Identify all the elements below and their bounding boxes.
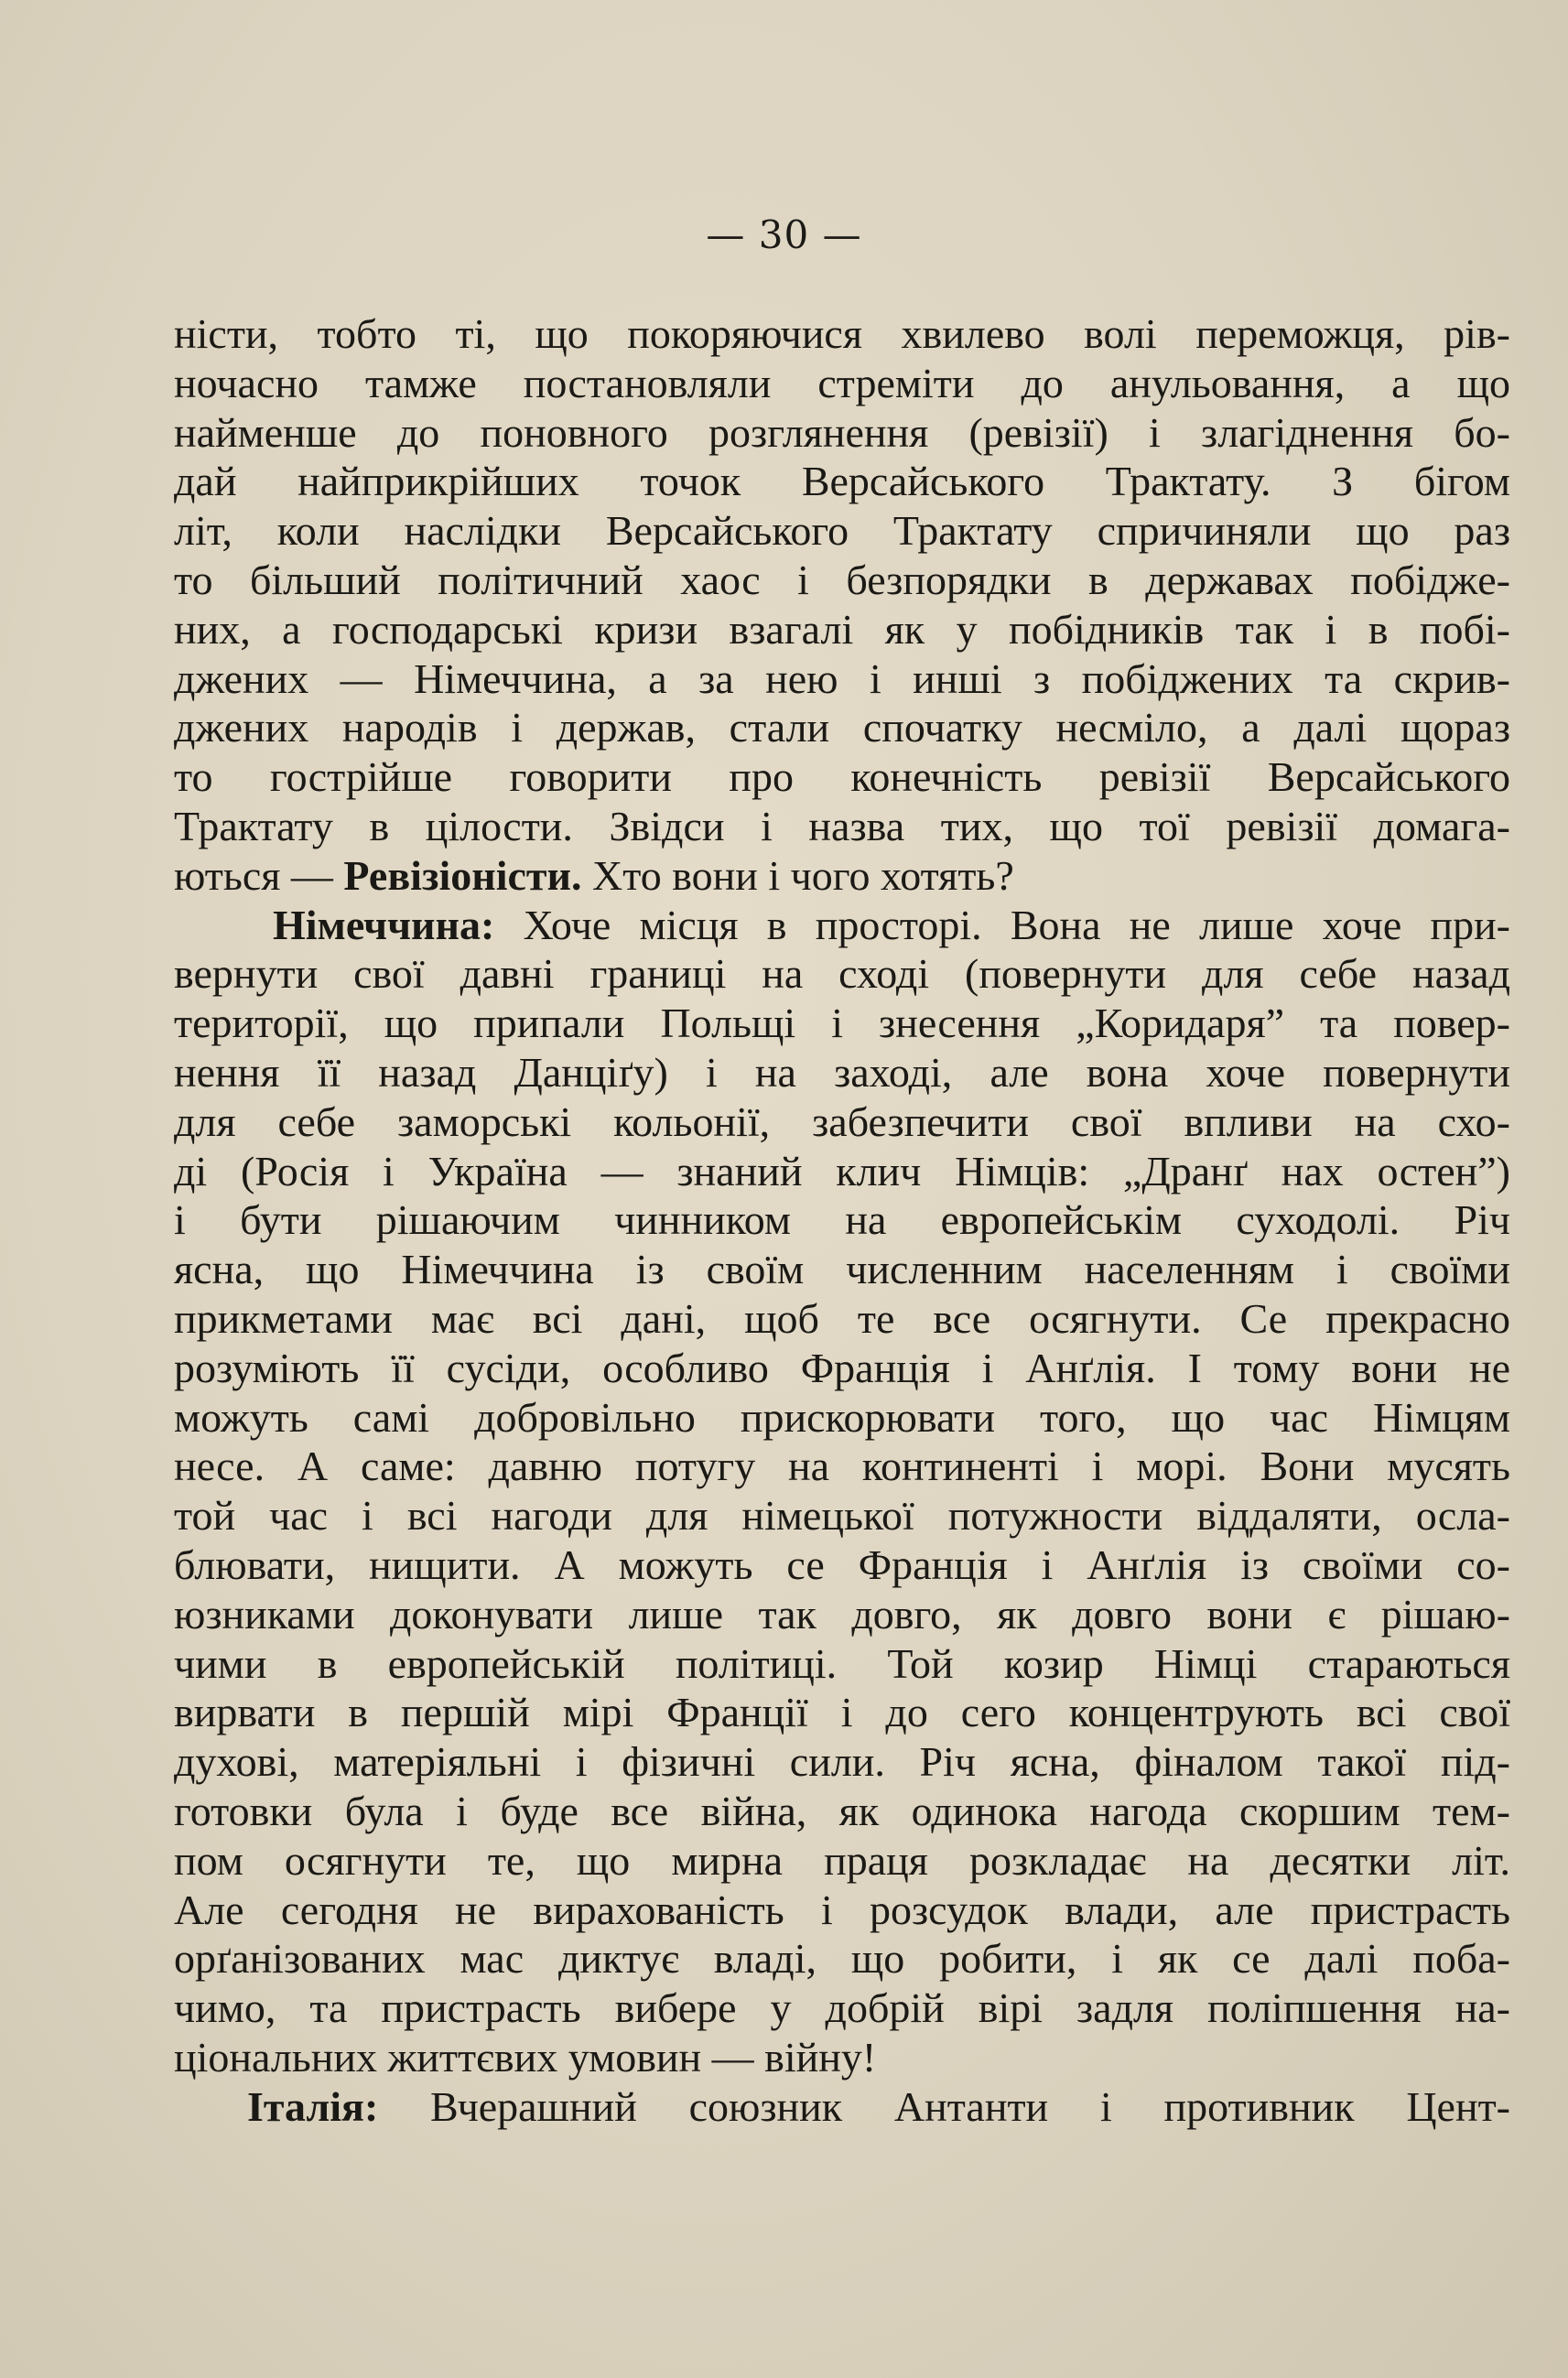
- text-line: ясна, що Німеччина із своїм численним населенням і своїми: [174, 1246, 1510, 1293]
- text-line: літ, коли наслідки Версайського Трактату спричиняли що раз: [174, 507, 1510, 555]
- text-line: території, що припали Польщі і знесення „Коридаря” та повер-: [174, 1000, 1510, 1047]
- text-line: для себе заморські кольонії, забезпечити свої впливи на схо-: [174, 1097, 1510, 1145]
- text-line: джених народів і держав, стали спочатку несміло, а далі щораз: [174, 704, 1510, 751]
- text-line: вернути свої давні границі на сході (повернути для себе назад: [174, 950, 1510, 998]
- text-line: пом осягнути те, що мирна праця розкладає на десятки літ.: [174, 1836, 1510, 1884]
- text-line: юзниками доконувати лише так довго, як довго вони є рішаю-: [174, 1590, 1510, 1638]
- text-line: і бути рішаючим чинником на европейськім суходолі. Річ: [174, 1196, 1510, 1244]
- text-line: [174, 901, 1510, 950]
- text-line: [174, 2082, 1510, 2132]
- text-line: то гострійше говорити про конечність ревізії Версайського: [174, 753, 1510, 801]
- text-fragment: ються —: [174, 851, 344, 899]
- text-line: чимо, та пристрасть вибере у добрій вірі задля поліпшення на-: [174, 1984, 1510, 2032]
- text-line: Трактату в цілости. Звідси і назва тих, що тої ревізії домага-: [174, 802, 1510, 849]
- text-line: то більший політичний хаос і безпорядки в державах побіджe-: [174, 556, 1510, 603]
- text-line: духові, матеріяльні і фізичні сили. Річ ясна, фіналом такої під-: [174, 1738, 1510, 1786]
- revisionists-term: Ревізіоністи.: [343, 851, 582, 899]
- italy-heading: Італія:: [247, 2082, 379, 2130]
- text-line: ночасно тамже постановляли стреміти до анульовання, а що: [174, 359, 1510, 406]
- text-line: орґанізованих мас диктує владі, що робити, і як се далі поба-: [174, 1935, 1510, 1983]
- text-fragment: Хоче місця в просторі. Вона не лише хоче при-: [494, 901, 1510, 948]
- text-line: Але сегодня не вирахованість і розсудок влади, але пристрасть: [174, 1886, 1510, 1933]
- text-line: розуміють її сусіди, особливо Франція і Анґлія. І тому вони не: [174, 1344, 1510, 1391]
- text-line: готовки була і буде все війна, як одинока нагода скоршим тем-: [174, 1787, 1510, 1834]
- paragraph-revisionists: [174, 309, 1510, 901]
- text-line: нення її назад Данціґу) і на заході, але вона хоче повернути: [174, 1048, 1510, 1096]
- text-line: можуть самі добровільно прискорювати того, що час Німцям: [174, 1393, 1510, 1441]
- text-line: найменше до поновного розглянення (ревізії) і злагіднення бо-: [174, 408, 1510, 456]
- paragraph-germany: [174, 901, 1510, 2082]
- text-line: вирвати в першій мірі Франції і до сего концентрують всі свої: [174, 1689, 1510, 1736]
- text-line: той час і всі нагоди для німецької потужности віддаляти, осла-: [174, 1492, 1510, 1540]
- text-line: ністи, тобто ті, що покоряючися хвилево волі переможця, рів-: [174, 310, 1510, 357]
- text-line: них, а господарські кризи взагалі як у побідників так і в побі-: [174, 605, 1510, 653]
- text-line: несе. А саме: давню потугу на континенті і морі. Вони мусять: [174, 1443, 1510, 1490]
- text-fragment: Хто вони і чого хотять?: [581, 851, 1014, 899]
- text-line: ціональних життєвих умовин — війну!: [174, 2033, 877, 2081]
- paragraph-italy: [174, 2082, 1510, 2132]
- text-line: прикметами має всі дані, щоб те все осягнути. Се прекрасно: [174, 1294, 1510, 1342]
- text-fragment: Вчерашний союзник Антанти і противник Цент-: [378, 2082, 1510, 2130]
- text-line: блювати, нищити. А можуть се Франція і Анґлія із своїми со-: [174, 1540, 1510, 1588]
- text-line: ді (Росія і Україна — знаний клич Німців: „Дранґ нах остен”): [174, 1147, 1510, 1194]
- page-number: — 30 —: [706, 212, 862, 257]
- text-line: чими в европейській політиці. Той козир Німці стараються: [174, 1639, 1510, 1687]
- text-line: джених — Німеччина, а за нею і инші з побіджених та скрив-: [174, 654, 1510, 702]
- body-text: [174, 309, 1510, 2131]
- germany-heading: Німеччина:: [273, 901, 495, 948]
- text-line: дай найприкрійших точок Версайського Трактату. З бігом: [174, 458, 1510, 505]
- text-line: [174, 851, 1510, 901]
